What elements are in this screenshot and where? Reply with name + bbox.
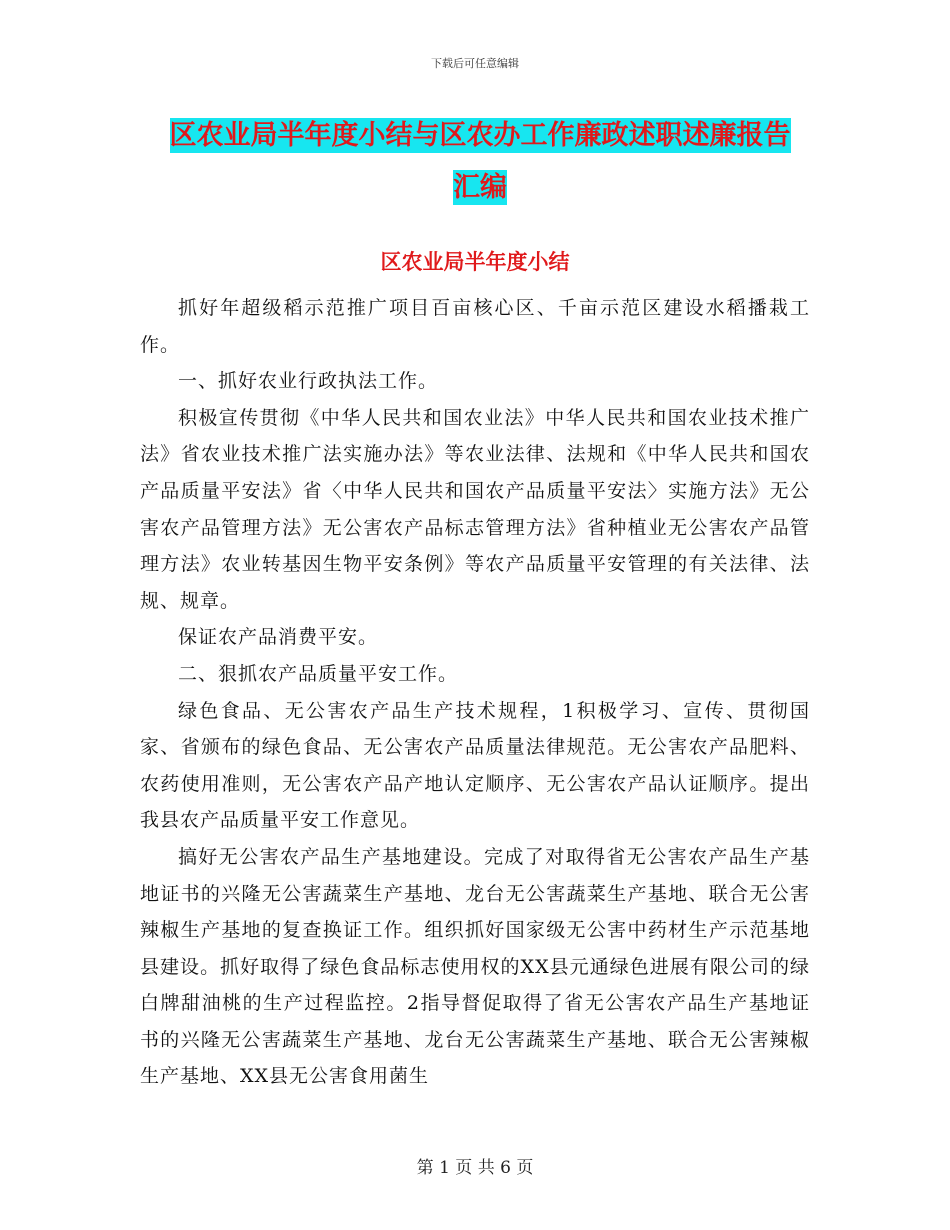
paragraph: 积极宣传贯彻《中华人民共和国农业法》中华人民共和国农业技术推广法》省农业技术推广法实施办法》等农业法律、法规和《中华人民共和国农产品质量平安法》省〈中华人民共和国农产品质量平安法〉实施方法》无公害农产品管理方法》无公害农产品标志管理方法》省种植业无公害农产品管理方法》农业转基因生物平安条例》等农产品质量平安管理的有关法律、法规、规章。	[140, 406, 810, 612]
section-title: 区农业局半年度小结	[380, 250, 570, 274]
document-title-line2: 汇编	[453, 172, 507, 203]
document-title	[140, 110, 820, 214]
paragraph: 搞好无公害农产品生产基地建设。完成了对取得省无公害农产品生产基地证书的兴隆无公害蔬菜生产基地、龙台无公害蔬菜生产基地、联合无公害辣椒生产基地的复查换证工作。组织抓好国家级无公害中药材生产示范基地县建设。抓好取得了绿色食品标志使用权的XX县元通绿色进展有限公司的绿白牌甜油桃的生产过程监控。2指导督促取得了省无公害农产品生产基地证书的兴隆无公害蔬菜生产基地、龙台无公害蔬菜生产基地、联合无公害辣椒生产基地、XX县无公害食用菌生	[140, 845, 810, 1088]
document-body	[140, 290, 810, 1095]
paragraph: 保证农产品消费平安。	[178, 626, 379, 649]
paragraph: 绿色食品、无公害农产品生产技术规程，1积极学习、宣传、贯彻国家、省颁布的绿色食品、无公害农产品质量法律规范。无公害农产品肥料、农药使用准则，无公害农产品产地认定顺序、无公害农产品认证顺序。提出我县农产品质量平安工作意见。	[140, 699, 810, 832]
page-footer: 第 1 页 共 6 页	[416, 1158, 534, 1178]
header-note: 下载后可任意编辑	[431, 57, 519, 70]
document-title-line1: 区农业局半年度小结与区农办工作廉政述职述廉报告	[169, 120, 791, 151]
paragraph: 抓好年超级稻示范推广项目百亩核心区、千亩示范区建设水稻播栽工作。	[140, 297, 810, 356]
paragraph: 二、狠抓农产品质量平安工作。	[178, 662, 459, 685]
paragraph: 一、抓好农业行政执法工作。	[178, 370, 439, 393]
